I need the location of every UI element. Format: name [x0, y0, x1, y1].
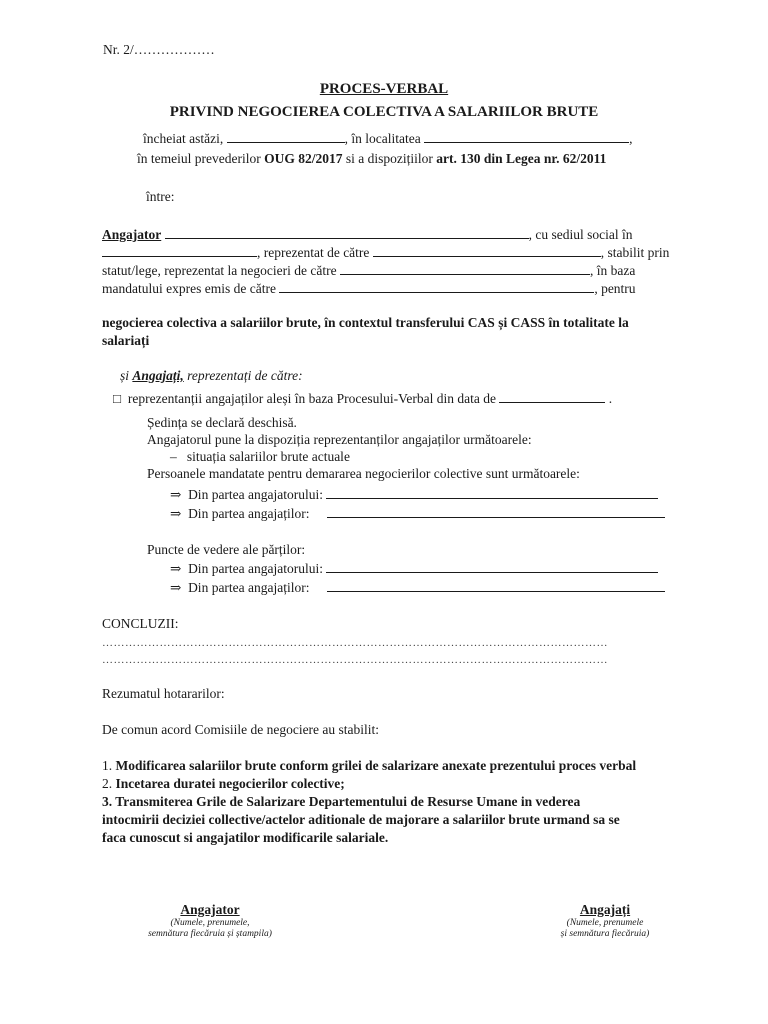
- agreement-text: De comun acord Comisiile de negociere au stabilit:: [102, 722, 380, 737]
- checkbox-icon[interactable]: □: [113, 391, 122, 406]
- employees-signature-note-1: (Numele, prenumele: [566, 918, 644, 929]
- item-2-text: Incetarea duratei negocierilor colective;: [115, 776, 345, 791]
- locality-blank[interactable]: [424, 131, 629, 143]
- from-employer-label: Din partea angajatorului:: [188, 561, 324, 576]
- negotiator-blank[interactable]: [340, 263, 590, 275]
- mandate-blank[interactable]: [279, 281, 594, 293]
- employer-label: Angajator: [102, 227, 162, 242]
- conclusions-label: CONCLUZII:: [102, 616, 179, 631]
- arrow-icon: ⇒: [170, 506, 182, 521]
- conclusions-dots-1[interactable]: ……………………………………………………………………………………………………………………: [102, 637, 608, 649]
- document-number: Nr. 2/………………: [103, 42, 215, 57]
- current-salaries-item: [170, 449, 350, 465]
- employer-line-2: [102, 245, 669, 261]
- and-label: și: [120, 368, 130, 383]
- established-label: , stabilit prin: [600, 245, 670, 260]
- viewpoints-label: Puncte de vedere ale părților:: [147, 542, 306, 557]
- employer-provides: Angajatorul pune la dispoziția reprezentanților angajaților următoarele:: [147, 432, 532, 447]
- employer-line-1: [102, 227, 632, 243]
- viewpoint-employees-blank[interactable]: [327, 580, 665, 592]
- represented-by-label: reprezentați de către:: [187, 368, 303, 383]
- seat-label: , cu sediul social în: [528, 227, 633, 242]
- purpose-line-1: negocierea colectiva a salariilor brute, în contextul transferului CAS și CASS în totalitate la: [102, 315, 629, 330]
- arrow-icon: ⇒: [170, 487, 182, 502]
- employer-signature-block: [130, 902, 290, 940]
- decision-item-3-line-3: faca cunoscut si angajatilor modificarile salariale.: [102, 830, 389, 845]
- purpose-line-2: salariați: [102, 333, 150, 348]
- intro-concluded-line: încheiat astăzi, , în localitatea ,: [143, 131, 633, 146]
- mandated-persons: Persoanele mandatate pentru demararea negocierilor colective sunt următoarele:: [147, 466, 580, 481]
- employer-signature-title: Angajator: [180, 902, 240, 917]
- employees-line: [120, 368, 303, 384]
- represented-label: , reprezentat de către: [257, 245, 370, 260]
- decision-item-1: [102, 758, 636, 774]
- decision-item-2: [102, 776, 345, 792]
- mandated-employees-row: [170, 506, 665, 522]
- mandated-employees-blank[interactable]: [327, 506, 665, 518]
- employer-signature-note-2: semnătura fiecăruia și ștampila): [148, 929, 272, 940]
- document-subtitle: PRIVIND NEGOCIEREA COLECTIVA A SALARIILOR BRUTE: [169, 104, 599, 120]
- decision-item-3-line-1: 3. Transmiterea Grile de Salarizare Departementului de Resurse Umane in vederea: [102, 794, 581, 809]
- viewpoint-employer-row: [170, 561, 658, 577]
- for-label: , pentru: [594, 281, 636, 296]
- employees-signature-note-2: și semnătura fiecăruia): [560, 929, 650, 940]
- viewpoint-employer-blank[interactable]: [326, 561, 658, 573]
- representative-blank[interactable]: [373, 245, 601, 257]
- employer-line-3: [102, 263, 635, 279]
- employees-signature-block: [535, 902, 675, 940]
- session-opened: Ședința se declară deschisă.: [147, 415, 297, 430]
- employer-name-blank[interactable]: [165, 227, 529, 239]
- item-2-number: 2.: [102, 776, 113, 791]
- viewpoint-employees-row: [170, 580, 665, 596]
- on-basis-label: , în baza: [590, 263, 636, 278]
- from-employer-label: Din partea angajatorului:: [188, 487, 324, 502]
- document-title: PROCES-VERBAL: [319, 81, 449, 97]
- locality-label: , în localitatea: [344, 131, 421, 146]
- employee-reps-line: [113, 391, 612, 407]
- item-1-number: 1.: [102, 758, 113, 773]
- provisions-label: si a dispozițiilor: [345, 151, 433, 166]
- conclusions-dots-2[interactable]: ……………………………………………………………………………………………………………………: [102, 654, 608, 666]
- seat-blank[interactable]: [102, 245, 257, 257]
- concluded-prefix: încheiat astăzi,: [143, 131, 224, 146]
- from-employees-label: Din partea angajaților:: [188, 506, 310, 521]
- mandate-label: mandatului expres emis de către: [102, 281, 276, 296]
- employees-signature-title: Angajați: [579, 902, 631, 917]
- arrow-icon: ⇒: [170, 580, 182, 595]
- oug-reference: OUG 82/2017: [264, 151, 343, 166]
- dash-bullet: –: [170, 449, 177, 464]
- mandated-employer-row: [170, 487, 658, 503]
- basis-prefix: în temeiul prevederilor: [137, 151, 261, 166]
- item-1-text: Modificarea salariilor brute conform grilei de salarizare anexate prezentului proces verbal: [115, 758, 637, 773]
- between-label: între:: [146, 189, 175, 204]
- minutes-date-blank[interactable]: [499, 391, 605, 403]
- arrow-icon: ⇒: [170, 561, 182, 576]
- law-reference: art. 130 din Legea nr. 62/2011: [436, 151, 607, 166]
- employer-signature-note-1: (Numele, prenumele,: [170, 918, 250, 929]
- statute-label: statut/lege, reprezentat la negocieri de către: [102, 263, 337, 278]
- employer-line-4: [102, 281, 636, 297]
- employees-label: Angajați,: [132, 368, 184, 383]
- reps-period: .: [608, 391, 613, 406]
- summary-label: Rezumatul hotararilor:: [102, 686, 225, 701]
- current-salaries-text: situația salariilor brute actuale: [186, 449, 350, 464]
- employee-reps-text: reprezentanții angajaților aleși în baza Procesului-Verbal din data de: [127, 391, 496, 406]
- mandated-employer-blank[interactable]: [326, 487, 658, 499]
- decision-item-3-line-2: intocmirii deciziei collective/actelor aditionale de majorare a salariilor brute urmand sa se: [102, 812, 620, 827]
- intro-basis-line: [137, 151, 606, 167]
- date-blank[interactable]: [227, 131, 345, 143]
- from-employees-label: Din partea angajaților:: [188, 580, 310, 595]
